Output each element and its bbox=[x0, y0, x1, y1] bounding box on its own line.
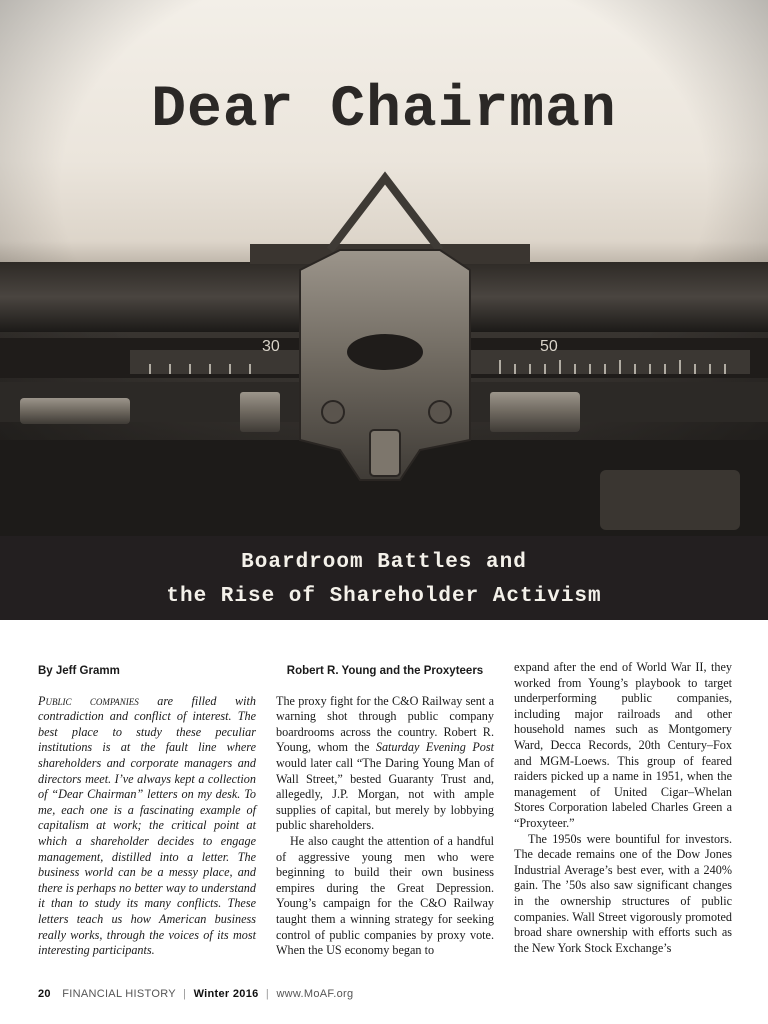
lead-smallcaps: Public companies bbox=[38, 693, 139, 708]
footer-separator: | bbox=[265, 988, 270, 1000]
paragraph-text: The proxy fight for the C&O Railway sent a warning shot through public company boardrooms across the country. Robert R. Young, whom the bbox=[276, 693, 494, 755]
lead-paragraph bbox=[38, 694, 256, 959]
page-footer bbox=[38, 988, 353, 1000]
paragraph: He also caught the attention of a handful of aggressive young men who were beginning to build their own business empires during the Great Depression. Young’s campaign for the C&O Railway taught them a winning strategy for seeking control of public companies by proxy vote. When the US economy began to bbox=[276, 833, 494, 958]
website-link[interactable]: www.MoAF.org bbox=[276, 988, 354, 1000]
article-column-2 bbox=[276, 660, 494, 959]
paragraph-text: would later call “The Daring Young Man of Wall Street,” bested Guaranty Trust and, allegedly, J.P. Morgan, not with ample supplies of capital, but merely by lobbying public shareholders. bbox=[276, 755, 494, 833]
scale-label-50: 50 bbox=[540, 338, 558, 355]
scale-label-30: 30 bbox=[262, 338, 280, 355]
article-column-3 bbox=[514, 660, 732, 956]
subtitle-line-2: the Rise of Shareholder Activism bbox=[166, 585, 602, 608]
page-number: 20 bbox=[38, 988, 51, 1000]
footer-separator: | bbox=[183, 988, 187, 1000]
hero-title: Dear Chairman bbox=[151, 78, 617, 143]
magazine-name: FINANCIAL HISTORY bbox=[62, 988, 176, 1000]
paragraph bbox=[276, 694, 494, 834]
section-heading: Robert R. Young and the Proxyteers bbox=[286, 665, 484, 677]
byline: By Jeff Gramm bbox=[38, 665, 120, 677]
paragraph: The 1950s were bountiful for investors. The decade remains one of the Dow Jones Industrial Average’s best ever, with a 240% gain. The ’50s also saw significant changes in the ownership structures of public companies. Wall Street vigorously promoted broad share ownership with efforts such as the New York Stock Exchange’s bbox=[514, 831, 732, 955]
subtitle-line-1: Boardroom Battles and bbox=[241, 551, 527, 574]
issue-label: Winter 2016 bbox=[193, 988, 259, 1000]
publication-title: Saturday Evening Post bbox=[375, 740, 494, 755]
subtitle-band bbox=[0, 536, 768, 620]
lead-text: are filled with contradiction and conflict of interest. The best place to study these peculiar institutions is at the fault line where shareholders and corporate managers and directors meet. I’ve always kept a collection of “Dear Chairman” letters on my desk. To me, each one is a fascinating example of capitalism at work; the critical point at which a shareholder decides to engage management, distilled into a letter. The business world can be a messy place, and there is perhaps no better way to understand it than to study its many conflicts. These letters teach us how American business really works, through the voices of its most interesting participants. bbox=[38, 693, 256, 958]
paragraph: expand after the end of World War II, they worked from Young’s playbook to target underperforming public companies, including major railroads and other household names such as Montgomery Ward, Decca Records, 20th Century–Fox and MGM-Loews. This group of feared raiders picked up a name in 1951, when the management of United Cigar–Whelan Stores Corporation labeled Charles Green a “Proxyteer.” bbox=[514, 660, 732, 830]
article-column-1 bbox=[38, 660, 256, 959]
